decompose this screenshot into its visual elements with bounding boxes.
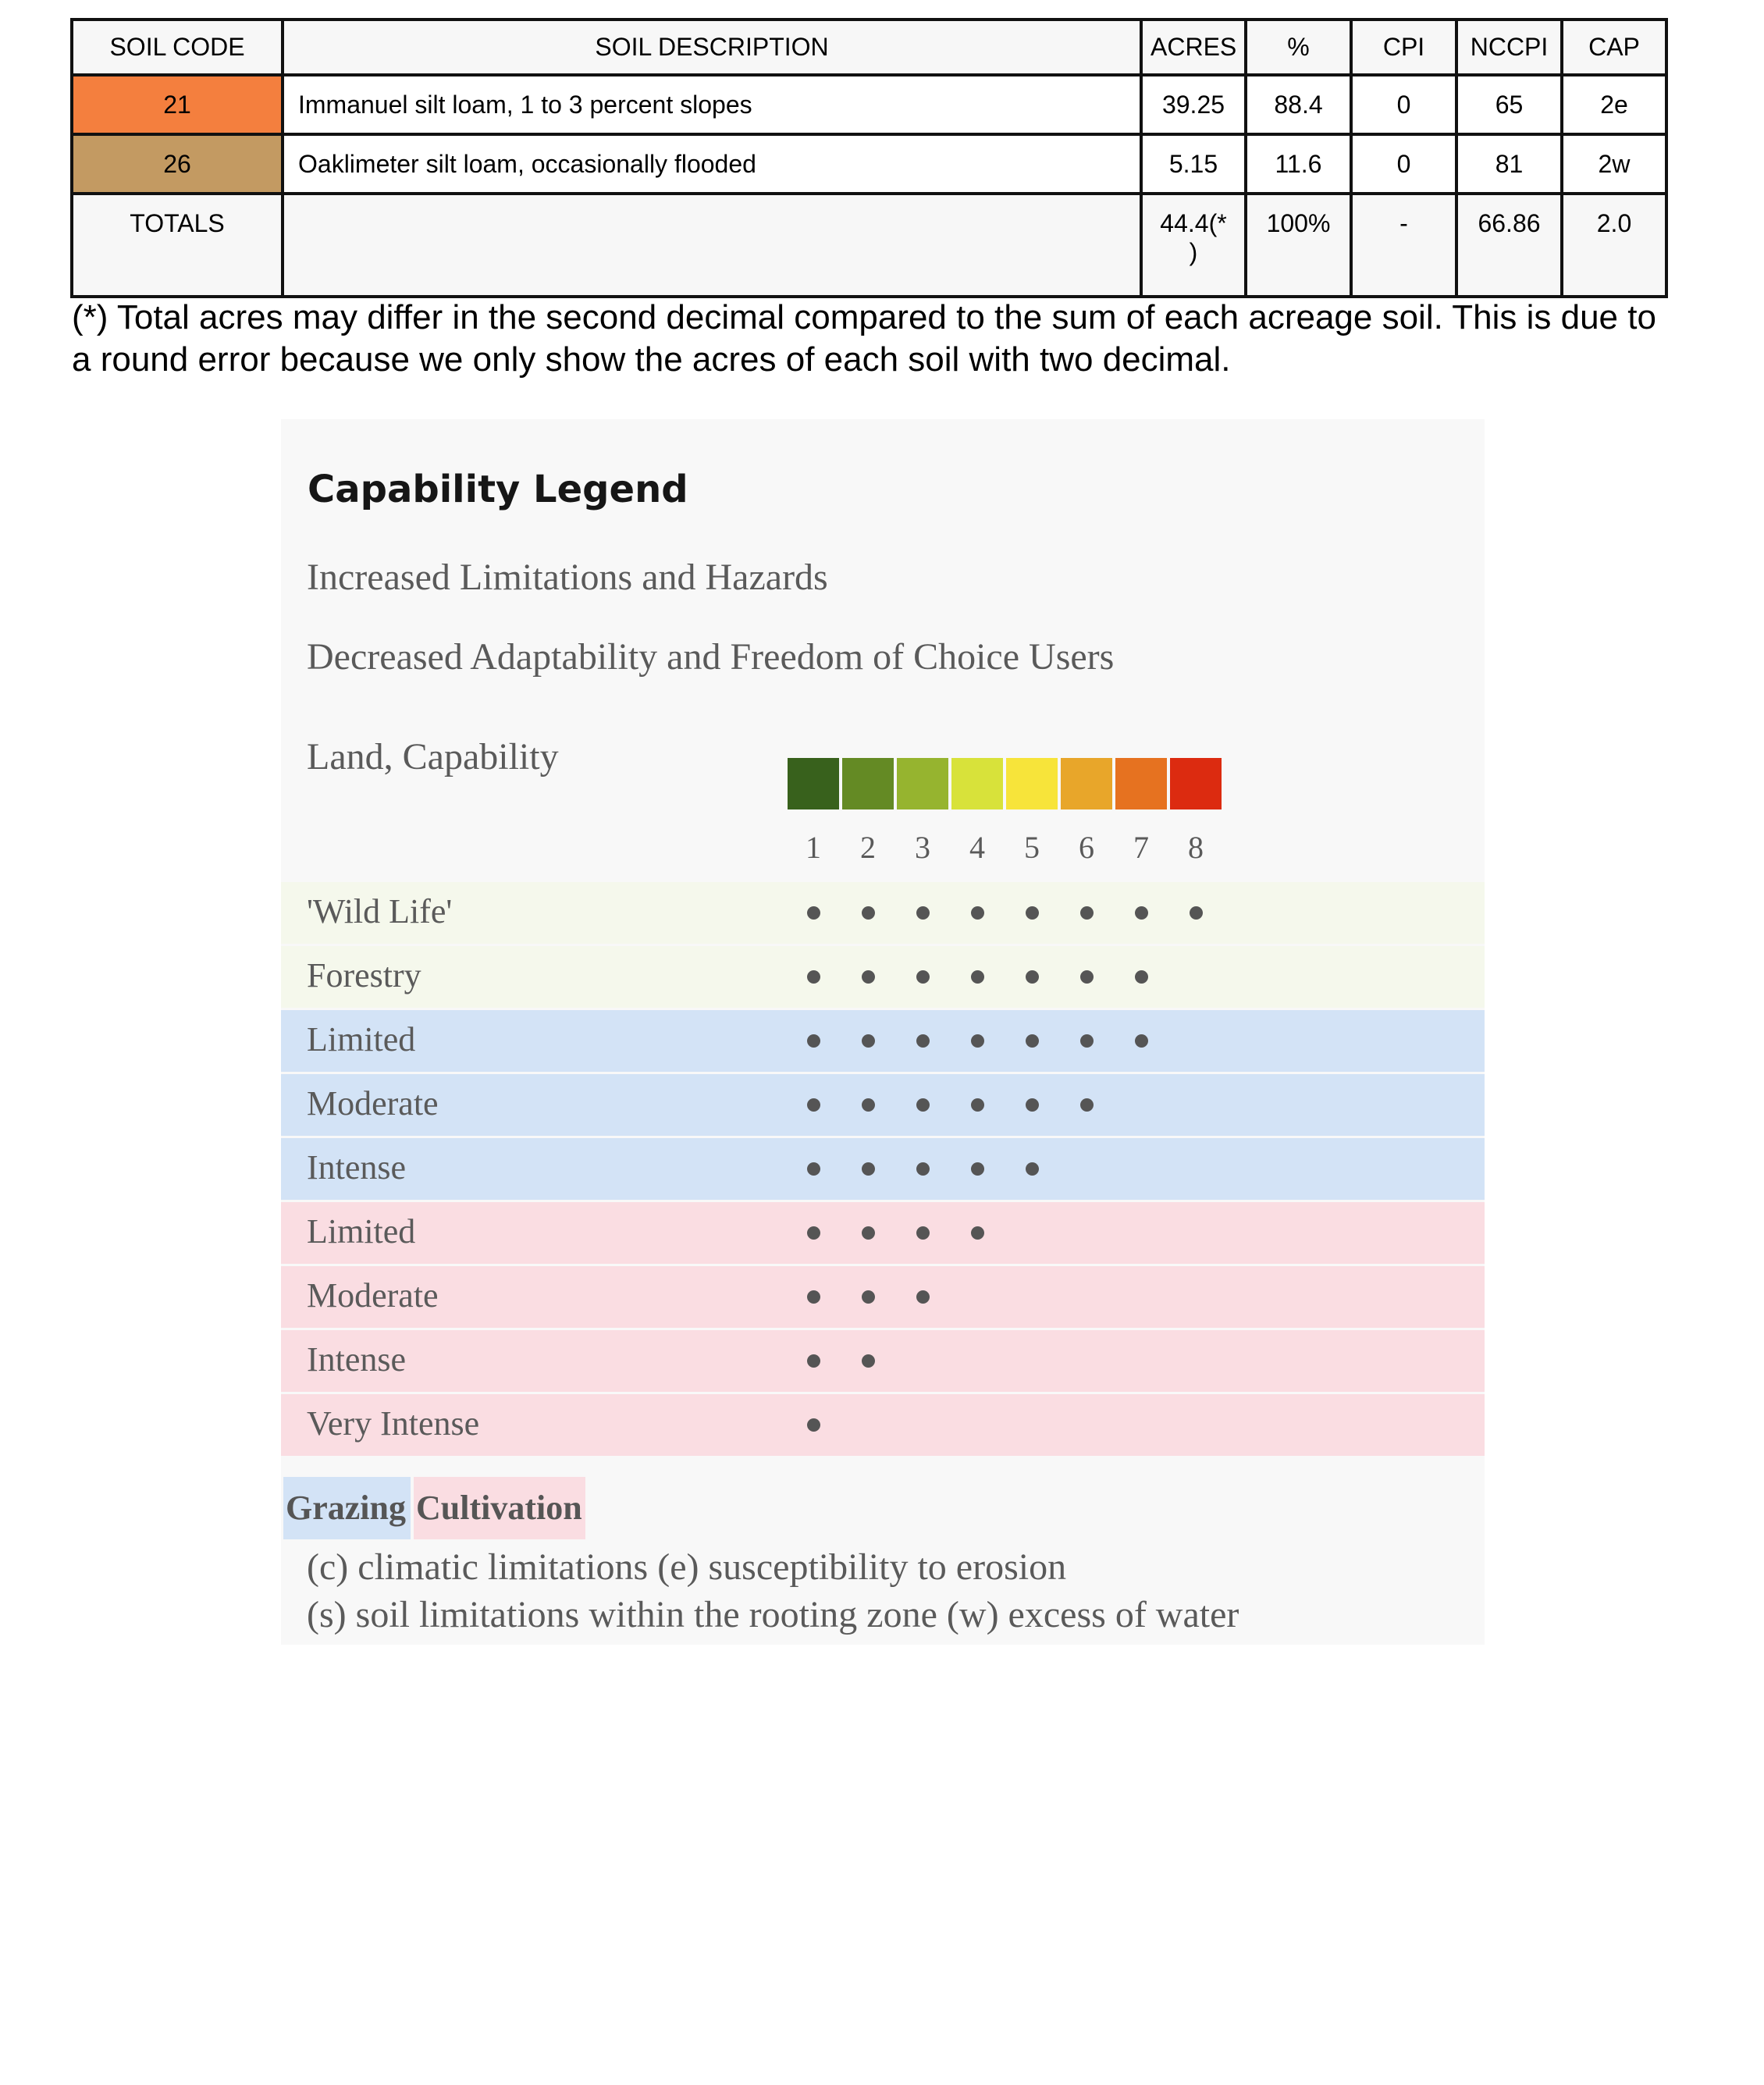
- legend-row: [281, 1202, 1485, 1264]
- totals-acres-line1: 44.4(*: [1160, 209, 1227, 237]
- capability-dot: [1026, 1034, 1039, 1048]
- soil-table: [70, 18, 1668, 298]
- legend-row: [281, 1266, 1485, 1328]
- totals-row: [72, 194, 1666, 297]
- capability-dot: [862, 1226, 875, 1240]
- capability-dot: [971, 1162, 984, 1176]
- soil-description-cell: Oaklimeter silt loam, occasionally flooded: [283, 134, 1141, 194]
- capability-dot: [1026, 1162, 1039, 1176]
- capability-dot: [807, 1354, 820, 1368]
- capability-dot: [862, 1162, 875, 1176]
- table-row: [72, 134, 1666, 194]
- capability-dot: [862, 1290, 875, 1304]
- table-header-row: [72, 20, 1666, 75]
- capability-dot: [916, 1098, 930, 1112]
- capability-dot: [807, 970, 820, 984]
- cultivation-tag: Cultivation: [414, 1477, 585, 1539]
- soil-code-cell: 26: [72, 134, 283, 194]
- header-cpi: CPI: [1351, 20, 1456, 75]
- legend-row-label: Forestry: [307, 956, 421, 994]
- capability-dot: [862, 1354, 875, 1368]
- table-row: [72, 75, 1666, 134]
- capability-rows: [281, 882, 1485, 1458]
- capability-dot: [916, 1034, 930, 1048]
- capability-dot: [1026, 1098, 1039, 1112]
- capability-dot: [862, 970, 875, 984]
- capability-dot: [971, 970, 984, 984]
- capability-dot: [1080, 970, 1094, 984]
- legend-row: [281, 1394, 1485, 1456]
- capability-class-4-swatch: [951, 758, 1003, 809]
- capability-dot: [807, 1290, 820, 1304]
- rounding-note: (*) Total acres may differ in the second decimal compared to the sum of each acreage soil. This is due to a round error because we only show the acres of each soil with two decimal.: [72, 298, 1656, 379]
- legend-row-label: Moderate: [307, 1276, 439, 1315]
- legend-row: [281, 1010, 1485, 1072]
- totals-acres-line2: ): [1189, 238, 1198, 266]
- legend-subtitle-adaptability: Decreased Adaptability and Freedom of Choice Users: [307, 636, 1115, 678]
- header-acres: ACRES: [1141, 20, 1246, 75]
- capability-dot: [807, 1098, 820, 1112]
- header-cap: CAP: [1562, 20, 1666, 75]
- legend-row: [281, 882, 1485, 944]
- legend-row-label: Intense: [307, 1148, 407, 1187]
- capability-dot: [862, 1034, 875, 1048]
- capability-class-7-swatch: [1115, 758, 1167, 809]
- capability-class-6-swatch: [1061, 758, 1112, 809]
- totals-percent: 100%: [1246, 194, 1351, 297]
- capability-dot: [807, 906, 820, 920]
- capability-dot: [971, 1034, 984, 1048]
- legend-footnote-s-w: (s) soil limitations within the rooting zone (w) excess of water: [307, 1594, 1239, 1635]
- capability-dot: [1190, 906, 1203, 920]
- capability-dot: [862, 906, 875, 920]
- capability-class-3-number: 3: [915, 830, 930, 865]
- capability-dot: [1135, 970, 1148, 984]
- capability-dot: [916, 1162, 930, 1176]
- totals-label: TOTALS: [72, 194, 283, 297]
- land-capability-label: Land, Capability: [307, 736, 559, 777]
- totals-nccpi: 66.86: [1456, 194, 1562, 297]
- legend-footnote-c-e: (c) climatic limitations (e) susceptibility to erosion: [307, 1546, 1067, 1588]
- capability-dot: [1026, 906, 1039, 920]
- capability-dot: [971, 1098, 984, 1112]
- capability-class-3-swatch: [897, 758, 948, 809]
- capability-dot: [1080, 1098, 1094, 1112]
- nccpi-cell: 81: [1456, 134, 1562, 194]
- capability-class-2-number: 2: [860, 830, 876, 865]
- cpi-cell: 0: [1351, 75, 1456, 134]
- totals-acres: [1141, 194, 1246, 297]
- soil-description-cell: Immanuel silt loam, 1 to 3 percent slopes: [283, 75, 1141, 134]
- legend-row: [281, 1138, 1485, 1200]
- legend-row-label: Intense: [307, 1340, 407, 1379]
- capability-dot: [916, 1290, 930, 1304]
- capability-class-5-swatch: [1006, 758, 1058, 809]
- capability-class-4-number: 4: [969, 830, 985, 865]
- cap-cell: 2e: [1562, 75, 1666, 134]
- acres-cell: 39.25: [1141, 75, 1246, 134]
- legend-row-label: Moderate: [307, 1084, 439, 1123]
- legend-row-label: Limited: [307, 1212, 416, 1251]
- capability-dot: [1135, 906, 1148, 920]
- capability-swatches: [281, 758, 1485, 809]
- nccpi-cell: 65: [1456, 75, 1562, 134]
- capability-class-2-swatch: [842, 758, 894, 809]
- capability-dot: [1080, 906, 1094, 920]
- capability-legend: [281, 419, 1485, 1645]
- legend-row: [281, 1074, 1485, 1136]
- legend-row-label: Very Intense: [307, 1404, 480, 1443]
- capability-class-8-swatch: [1170, 758, 1222, 809]
- totals-description: [283, 194, 1141, 297]
- header-nccpi: NCCPI: [1456, 20, 1562, 75]
- header-percent: %: [1246, 20, 1351, 75]
- capability-dot: [916, 970, 930, 984]
- legend-subtitle-limitations: Increased Limitations and Hazards: [307, 557, 828, 598]
- capability-dot: [971, 906, 984, 920]
- percent-cell: 88.4: [1246, 75, 1351, 134]
- acres-cell: 5.15: [1141, 134, 1246, 194]
- cap-cell: 2w: [1562, 134, 1666, 194]
- legend-row-label: 'Wild Life': [307, 892, 453, 930]
- capability-class-7-number: 7: [1133, 830, 1149, 865]
- capability-dot: [862, 1098, 875, 1112]
- capability-dot: [916, 1226, 930, 1240]
- capability-dot: [807, 1162, 820, 1176]
- capability-class-1-swatch: [788, 758, 839, 809]
- capability-dot: [807, 1226, 820, 1240]
- header-soil-description: SOIL DESCRIPTION: [283, 20, 1141, 75]
- capability-dot: [1026, 970, 1039, 984]
- capability-dot: [807, 1418, 820, 1432]
- capability-class-5-number: 5: [1024, 830, 1040, 865]
- percent-cell: 11.6: [1246, 134, 1351, 194]
- capability-dot: [807, 1034, 820, 1048]
- capability-class-8-number: 8: [1188, 830, 1204, 865]
- totals-cpi: -: [1351, 194, 1456, 297]
- capability-class-1-number: 1: [806, 830, 821, 865]
- capability-dot: [1080, 1034, 1094, 1048]
- legend-row: [281, 1330, 1485, 1392]
- legend-row: [281, 946, 1485, 1008]
- capability-dot: [971, 1226, 984, 1240]
- totals-cap: 2.0: [1562, 194, 1666, 297]
- grazing-tag: Grazing: [283, 1477, 411, 1539]
- legend-title: Capability Legend: [308, 468, 688, 511]
- capability-dot: [1135, 1034, 1148, 1048]
- cpi-cell: 0: [1351, 134, 1456, 194]
- header-soil-code: SOIL CODE: [72, 20, 283, 75]
- capability-class-6-number: 6: [1079, 830, 1094, 865]
- legend-row-label: Limited: [307, 1020, 416, 1059]
- soil-code-cell: 21: [72, 75, 283, 134]
- capability-dot: [916, 906, 930, 920]
